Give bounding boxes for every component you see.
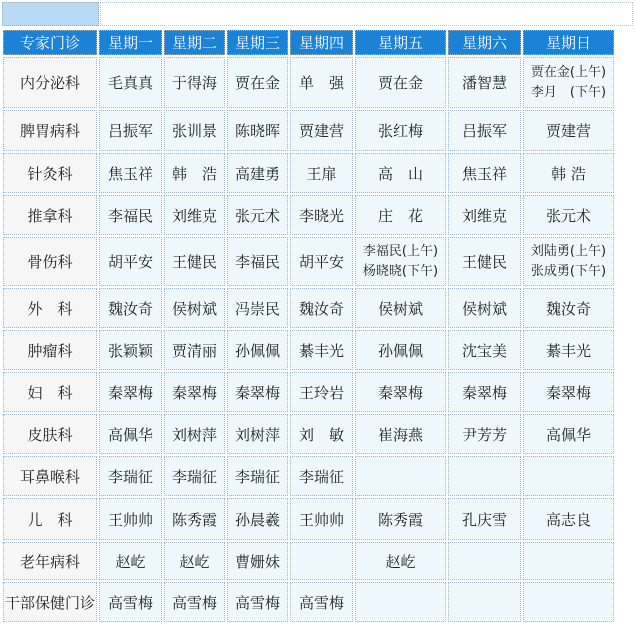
doctor-shift-line: 贾在金(上午) xyxy=(530,64,607,80)
table-row xyxy=(3,288,614,328)
doctor-cell: 赵屹 xyxy=(99,542,162,580)
doctor-cell: 张颖颖 xyxy=(99,330,162,370)
doctor-cell: 高志良 xyxy=(523,498,614,540)
doctor-cell: 高雪梅 xyxy=(164,582,225,622)
header-cell: 星期四 xyxy=(290,30,353,55)
doctor-cell: 刘 敏 xyxy=(290,414,353,454)
department-cell: 妇 科 xyxy=(3,372,97,412)
department-cell: 耳鼻喉科 xyxy=(3,456,97,496)
doctor-cell: 焦玉祥 xyxy=(99,153,162,193)
doctor-cell: 赵屹 xyxy=(355,542,446,580)
doctor-cell: 贾在金 xyxy=(227,57,288,108)
doctor-cell: 焦玉祥 xyxy=(448,153,521,193)
doctor-cell: 刘维克 xyxy=(448,195,521,235)
doctor-cell xyxy=(355,582,446,622)
doctor-cell: 韩 浩 xyxy=(164,153,225,193)
doctor-cell: 贾建营 xyxy=(290,110,353,151)
department-cell: 外 科 xyxy=(3,288,97,328)
doctor-cell: 陈秀霞 xyxy=(355,498,446,540)
doctor-cell xyxy=(448,542,521,580)
table-row xyxy=(3,237,614,286)
doctor-cell: 崔海燕 xyxy=(355,414,446,454)
doctor-cell: 高 山 xyxy=(355,153,446,193)
table-row xyxy=(3,414,614,454)
doctor-cell: 高雪梅 xyxy=(290,582,353,622)
doctor-cell: 王健民 xyxy=(164,237,225,286)
doctor-cell: 秦翠梅 xyxy=(523,372,614,412)
doctor-cell: 高雪梅 xyxy=(99,582,162,622)
doctor-cell: 沈宝美 xyxy=(448,330,521,370)
department-cell: 骨伤科 xyxy=(3,237,97,286)
table-row xyxy=(3,195,614,235)
doctor-cell: 侯树斌 xyxy=(355,288,446,328)
doctor-cell xyxy=(523,456,614,496)
doctor-cell: 胡平安 xyxy=(99,237,162,286)
doctor-cell: 刘树萍 xyxy=(164,414,225,454)
header-cell: 星期二 xyxy=(164,30,225,55)
doctor-cell: 高雪梅 xyxy=(227,582,288,622)
doctor-shift-line: 刘陆勇(上午) xyxy=(530,243,607,259)
doctor-cell: 刘树萍 xyxy=(227,414,288,454)
doctor-cell: 贾清丽 xyxy=(164,330,225,370)
table-row xyxy=(3,456,614,496)
department-cell: 老年病科 xyxy=(3,542,97,580)
doctor-cell: 秦翠梅 xyxy=(227,372,288,412)
doctor-cell: 秦翠梅 xyxy=(355,372,446,412)
table-row xyxy=(3,330,614,370)
doctor-cell: 侯树斌 xyxy=(164,288,225,328)
doctor-cell: 赵屹 xyxy=(164,542,225,580)
doctor-shift-line: 张成勇(下午) xyxy=(530,263,607,279)
top-bar xyxy=(0,0,635,28)
doctor-cell: 孙佩佩 xyxy=(355,330,446,370)
doctor-cell xyxy=(523,582,614,622)
table-row xyxy=(3,372,614,412)
doctor-cell: 李瑞征 xyxy=(290,456,353,496)
doctor-cell: 毛真真 xyxy=(99,57,162,108)
doctor-cell: 秦翠梅 xyxy=(99,372,162,412)
doctor-shift-line: 李月 (下午) xyxy=(530,84,607,100)
doctor-cell: 孙佩佩 xyxy=(227,330,288,370)
doctor-cell: 高佩华 xyxy=(99,414,162,454)
doctor-cell: 李晓光 xyxy=(290,195,353,235)
doctor-cell: 魏汝奇 xyxy=(99,288,162,328)
doctor-cell: 吕振军 xyxy=(448,110,521,151)
header-cell: 星期三 xyxy=(227,30,288,55)
doctor-cell xyxy=(523,237,614,286)
table-row xyxy=(3,110,614,151)
department-cell: 脾胃病科 xyxy=(3,110,97,151)
header-cell: 星期五 xyxy=(355,30,446,55)
doctor-cell: 贾在金 xyxy=(355,57,446,108)
table-row xyxy=(3,542,614,580)
doctor-cell: 韩 浩 xyxy=(523,153,614,193)
doctor-cell: 李福民 xyxy=(99,195,162,235)
doctor-shift-line: 杨晓晓(下午) xyxy=(362,263,439,279)
doctor-cell xyxy=(523,542,614,580)
doctor-cell: 陈秀霞 xyxy=(164,498,225,540)
header-cell: 星期六 xyxy=(448,30,521,55)
doctor-cell: 王健民 xyxy=(448,237,521,286)
doctor-cell: 潘智慧 xyxy=(448,57,521,108)
doctor-cell: 庄 花 xyxy=(355,195,446,235)
department-cell: 针灸科 xyxy=(3,153,97,193)
doctor-cell: 高建勇 xyxy=(227,153,288,193)
table-row xyxy=(3,498,614,540)
doctor-cell xyxy=(523,57,614,108)
doctor-cell: 綦丰光 xyxy=(523,330,614,370)
doctor-cell: 张训景 xyxy=(164,110,225,151)
doctor-cell: 王扉 xyxy=(290,153,353,193)
doctor-cell: 王玲岩 xyxy=(290,372,353,412)
doctor-cell: 贾建营 xyxy=(523,110,614,151)
department-cell: 干部保健门诊 xyxy=(3,582,97,622)
doctor-cell: 冯崇民 xyxy=(227,288,288,328)
doctor-cell: 尹芳芳 xyxy=(448,414,521,454)
selected-cell[interactable] xyxy=(2,2,99,26)
table-row xyxy=(3,582,614,622)
department-cell: 推拿科 xyxy=(3,195,97,235)
doctor-cell: 綦丰光 xyxy=(290,330,353,370)
doctor-cell: 吕振军 xyxy=(99,110,162,151)
department-cell: 肿瘤科 xyxy=(3,330,97,370)
doctor-cell: 刘维克 xyxy=(164,195,225,235)
header-cell: 专家门诊 xyxy=(3,30,97,55)
doctor-cell: 孙晨羲 xyxy=(227,498,288,540)
doctor-cell: 王帅帅 xyxy=(290,498,353,540)
doctor-cell xyxy=(290,542,353,580)
doctor-cell: 魏汝奇 xyxy=(290,288,353,328)
doctor-cell: 秦翠梅 xyxy=(164,372,225,412)
doctor-cell: 张红梅 xyxy=(355,110,446,151)
header-row xyxy=(3,30,614,55)
department-cell: 内分泌科 xyxy=(3,57,97,108)
doctor-cell: 张元术 xyxy=(227,195,288,235)
department-cell: 皮肤科 xyxy=(3,414,97,454)
doctor-cell: 李福民 xyxy=(227,237,288,286)
doctor-cell xyxy=(448,456,521,496)
doctor-cell: 于得海 xyxy=(164,57,225,108)
doctor-cell: 李瑞征 xyxy=(99,456,162,496)
doctor-cell: 单 强 xyxy=(290,57,353,108)
header-cell: 星期一 xyxy=(99,30,162,55)
doctor-cell: 魏汝奇 xyxy=(523,288,614,328)
doctor-cell xyxy=(355,456,446,496)
header-cell: 星期日 xyxy=(523,30,614,55)
schedule-table xyxy=(1,28,616,624)
doctor-cell xyxy=(448,582,521,622)
doctor-cell: 陈晓晖 xyxy=(227,110,288,151)
doctor-cell: 李瑞征 xyxy=(164,456,225,496)
empty-header-cell xyxy=(100,2,633,26)
doctor-cell: 侯树斌 xyxy=(448,288,521,328)
doctor-cell: 胡平安 xyxy=(290,237,353,286)
doctor-cell: 高佩华 xyxy=(523,414,614,454)
doctor-cell: 曹姗妹 xyxy=(227,542,288,580)
doctor-cell: 秦翠梅 xyxy=(448,372,521,412)
doctor-cell: 李瑞征 xyxy=(227,456,288,496)
doctor-shift-line: 李福民(上午) xyxy=(362,243,439,259)
doctor-cell: 孔庆雪 xyxy=(448,498,521,540)
doctor-cell: 张元术 xyxy=(523,195,614,235)
doctor-cell xyxy=(355,237,446,286)
table-row xyxy=(3,153,614,193)
department-cell: 儿 科 xyxy=(3,498,97,540)
table-row xyxy=(3,57,614,108)
doctor-cell: 王帅帅 xyxy=(99,498,162,540)
